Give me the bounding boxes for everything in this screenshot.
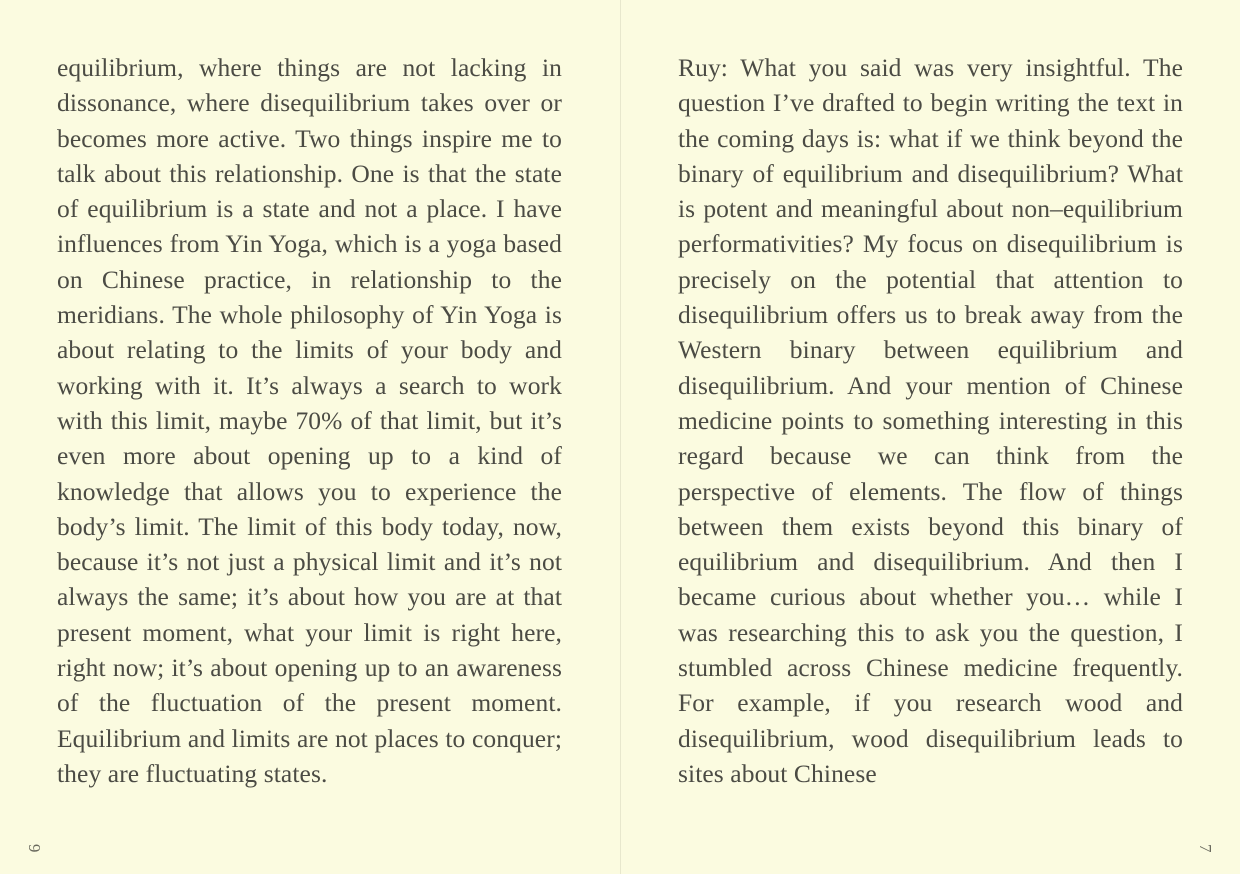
page-number-left: 6 bbox=[25, 843, 44, 852]
left-page-text-column bbox=[57, 50, 562, 791]
right-page-text-column bbox=[678, 50, 1183, 791]
right-page-body-text: Ruy: What you said was very insightful. The question I’ve drafted to begin writing the text in the coming days is: what if we think beyond the binary of equilibrium and disequilibrium? What is potent and meaningful about non–equilibrium performativities? My focus on disequilibrium is precisely on the potential that attention to disequilibrium offers us to break away from the Western binary between equilibrium and disequilibrium. And your mention of Chinese medicine points to something interesting in this regard because we can think from the perspective of elements. The flow of things between them exists beyond this binary of equilibrium and disequilibrium. And then I became curious about whether you… while I was researching this to ask you the question, I stumbled across Chinese medicine frequently. For example, if you research wood and disequilibrium, wood disequilibrium leads to sites about Chinese bbox=[678, 53, 1183, 788]
page-right bbox=[620, 0, 1240, 874]
page-number-right: 7 bbox=[1196, 843, 1215, 852]
left-page-body-text: equilibrium, where things are not lacking in dissonance, where disequilibrium takes over or becomes more active. Two things inspire me to talk about this relationship. One is that the state of equilibrium is a state and not a place. I have influences from Yin Yoga, which is a yoga based on Chinese practice, in relationship to the meridians. The whole philosophy of Yin Yoga is about relating to the limits of your body and working with it. It’s always a search to work with this limit, maybe 70% of that limit, but it’s even more about opening up to a kind of knowledge that allows you to experience the body’s limit. The limit of this body today, now, because it’s not just a physical limit and it’s not always the same; it’s about how you are at that present moment, what your limit is right here, right now; it’s about opening up to an awareness of the fluctuation of the present moment. Equilibrium and limits are not places to conquer; they are fluctuating states. bbox=[57, 53, 562, 788]
